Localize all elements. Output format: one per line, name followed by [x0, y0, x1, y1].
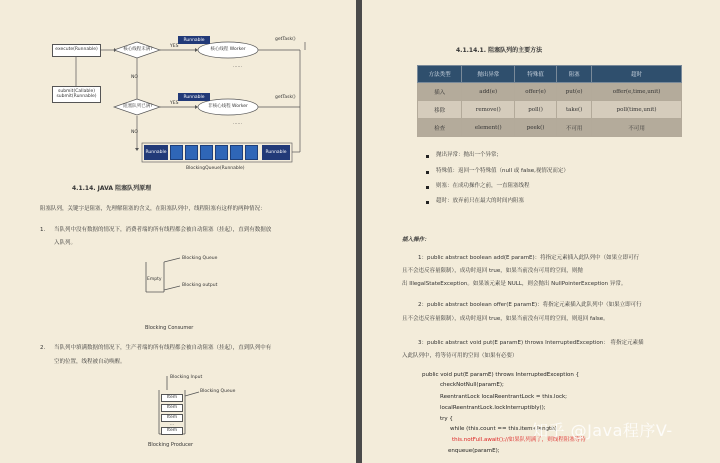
table-cell: offer(e,time,unit) [592, 83, 682, 101]
consumer-caption: Blocking Consumer [145, 325, 194, 331]
queue-cell [230, 145, 243, 160]
decision-core-full: 核心线程未满? [123, 47, 153, 52]
table-row [418, 119, 682, 137]
consumer-blocking-queue-label: Blocking Queue [182, 256, 218, 261]
runnable-tag-1: Runnable [178, 36, 210, 44]
table-cell: add(e) [462, 83, 515, 101]
table-cell: take() [557, 101, 592, 119]
offer-desc-line-1: 2：public abstract boolean offer(E paramE)：将指定元素插入此队列中（如果立即可行 [418, 302, 642, 308]
table-row [418, 101, 682, 119]
table-header: 特殊值 [515, 66, 557, 83]
table-cell: poll(time,unit) [592, 101, 682, 119]
producer-caption: Blocking Producer [148, 442, 193, 448]
table-header: 抛出异常 [462, 66, 515, 83]
table-cell: peek() [515, 119, 557, 137]
queue-cell [170, 145, 183, 160]
offer-desc-line-2: 且不会违反容量限制），成功时返回 true，如果当前没有可用的空间，则返回 false。 [402, 316, 609, 322]
bullet-timeout: 超时：放弃前只在最大的时间内阻塞 [436, 198, 525, 204]
add-desc-line-1: 1：public abstract boolean add(E paramE)：将指定元素插入此队列中（如果立即可行 [418, 255, 640, 261]
code-line-2: checkNotNull(paramE); [440, 382, 504, 388]
noncore-worker-label: 非核心线程 Worker [208, 104, 248, 109]
producer-blocking-queue-label: Blocking Queue [200, 389, 236, 394]
code-line-7: this.notFull.await();//如果队列满了，则线程阻塞等待 [452, 437, 586, 443]
left-page [0, 0, 356, 463]
put-desc-line-1: 3：public abstract void put(E paramE) throws InterruptedException： 将指定元素插 [418, 340, 644, 346]
dots-2: …… [233, 121, 242, 126]
execute-box: execute(Runnable) [52, 44, 101, 57]
get-task-label-1: getTask() [275, 37, 296, 42]
yes-label-2: YES [170, 101, 179, 106]
queue-cell [245, 145, 258, 160]
producer-item: Item [161, 414, 183, 422]
code-line-6: while (this.count == this.items.length) [450, 426, 557, 432]
producer-queue-figure [145, 372, 225, 442]
table-header: 方法类型 [418, 66, 462, 83]
code-line-4: localReentrantLock.lockInterruptibly(); [440, 405, 546, 411]
table-header: 超时 [592, 66, 682, 83]
submit-runnable-label: submit(Runnable) [56, 93, 97, 99]
table-cell: 不可用 [592, 119, 682, 137]
producer-item: Item [161, 394, 183, 402]
table-cell: offer(e) [515, 83, 557, 101]
producer-item: Item [161, 404, 183, 412]
code-line-5: try { [440, 416, 453, 422]
queue-caption: BlockingQueue(Runnable) [186, 166, 245, 171]
bullet-special-value: 特殊值：返回一个特殊值（null 或 false,视情况而定） [436, 168, 569, 174]
queue-cell [215, 145, 228, 160]
item-2-number: 2. [40, 345, 46, 351]
table-cell: 移除 [418, 101, 462, 119]
queue-runnable-left: Runnable [144, 145, 168, 160]
watermark: 知乎 @Java程序V- [532, 421, 673, 440]
table-header-row [418, 66, 682, 83]
bullet-throw-exception: 抛出异常：抛出一个异常; [436, 152, 499, 158]
queue-runnable-right: Runnable [262, 145, 290, 160]
code-line-8: enqueue(paramE); [448, 448, 500, 454]
table-cell: 不可用 [557, 119, 592, 137]
decision-queue-full: 阻塞队列已满? [123, 104, 153, 109]
table-header: 阻塞 [557, 66, 592, 83]
table-cell: element() [462, 119, 515, 137]
submit-box [52, 86, 101, 103]
insert-operations-title: 插入操作： [402, 237, 430, 243]
core-worker-label: 核心线程 Worker [210, 47, 246, 52]
bullet-dot [426, 155, 429, 158]
queue-methods-table [417, 65, 682, 137]
runnable-tag-2: Runnable [178, 93, 210, 101]
section-title-queue-methods: 4.1.14.1. 阻塞队列的主要方法 [456, 47, 543, 54]
queue-cell [200, 145, 213, 160]
table-cell: remove() [462, 101, 515, 119]
code-line-1: public void put(E paramE) throws InterruptedException { [422, 372, 580, 378]
code-line-3: ReentrantLock localReentrantLock = this.lock; [440, 394, 568, 400]
table-cell: poll() [515, 101, 557, 119]
add-desc-line-3: 出 IllegalStateException。如果该元素是 NULL，则会抛出 NullPointerException 异常。 [402, 281, 627, 287]
bullet-block: 则塞：在成功操作之前，一直阻塞线程 [436, 183, 530, 189]
yes-label-1: YES [170, 44, 179, 49]
table-cell: 插入 [418, 83, 462, 101]
producer-item-ellipsis: ... [169, 421, 175, 427]
item-1-number: 1. [40, 227, 46, 233]
section-title-java-queue: 4.1.14. JAVA 阻塞队列原理 [72, 185, 152, 192]
submit-callable-label: submit(Callable) [58, 89, 95, 94]
item-2-line-1: 当队列中填满数据的情况下，生产者端的所有线程都会被自动阻塞（挂起），直到队列中有 [54, 345, 272, 351]
producer-blocking-input-label: Blocking Input [170, 375, 203, 380]
bullet-dot [426, 171, 429, 174]
add-desc-line-2: 且不会违反容量限制），成功时返回 true，如果当前没有可用的空间，则抛 [402, 268, 583, 274]
put-desc-line-2: 入此队列中，将等待可用的空间（如果有必要） [402, 353, 518, 359]
item-2-line-2: 空的位置，线程被自动唤醒。 [54, 359, 126, 365]
bullet-dot [426, 186, 429, 189]
intro-paragraph: 阻塞队列，关键字是阻塞，先理解阻塞的含义，在阻塞队列中，线程阻塞有这样的两种情况： [40, 206, 266, 212]
producer-item: Item [161, 427, 183, 435]
item-1-line-1: 当队列中没有数据的情况下，消费者端的所有线程都会被自动阻塞（挂起），直到有数据放 [54, 227, 272, 233]
consumer-empty-label: Empty [147, 277, 162, 282]
table-cell: put(e) [557, 83, 592, 101]
table-row [418, 83, 682, 101]
queue-cell [185, 145, 198, 160]
bullet-dot [426, 201, 429, 204]
item-1-line-2: 入队列。 [54, 240, 77, 246]
table-cell: 检查 [418, 119, 462, 137]
right-page [362, 0, 720, 463]
consumer-blocking-output-label: Blocking output [182, 283, 218, 288]
no-label-1: NO [131, 75, 138, 80]
dots-1: …… [233, 64, 242, 69]
no-label-2: NO [131, 130, 138, 135]
get-task-label-2: getTask() [275, 95, 296, 100]
